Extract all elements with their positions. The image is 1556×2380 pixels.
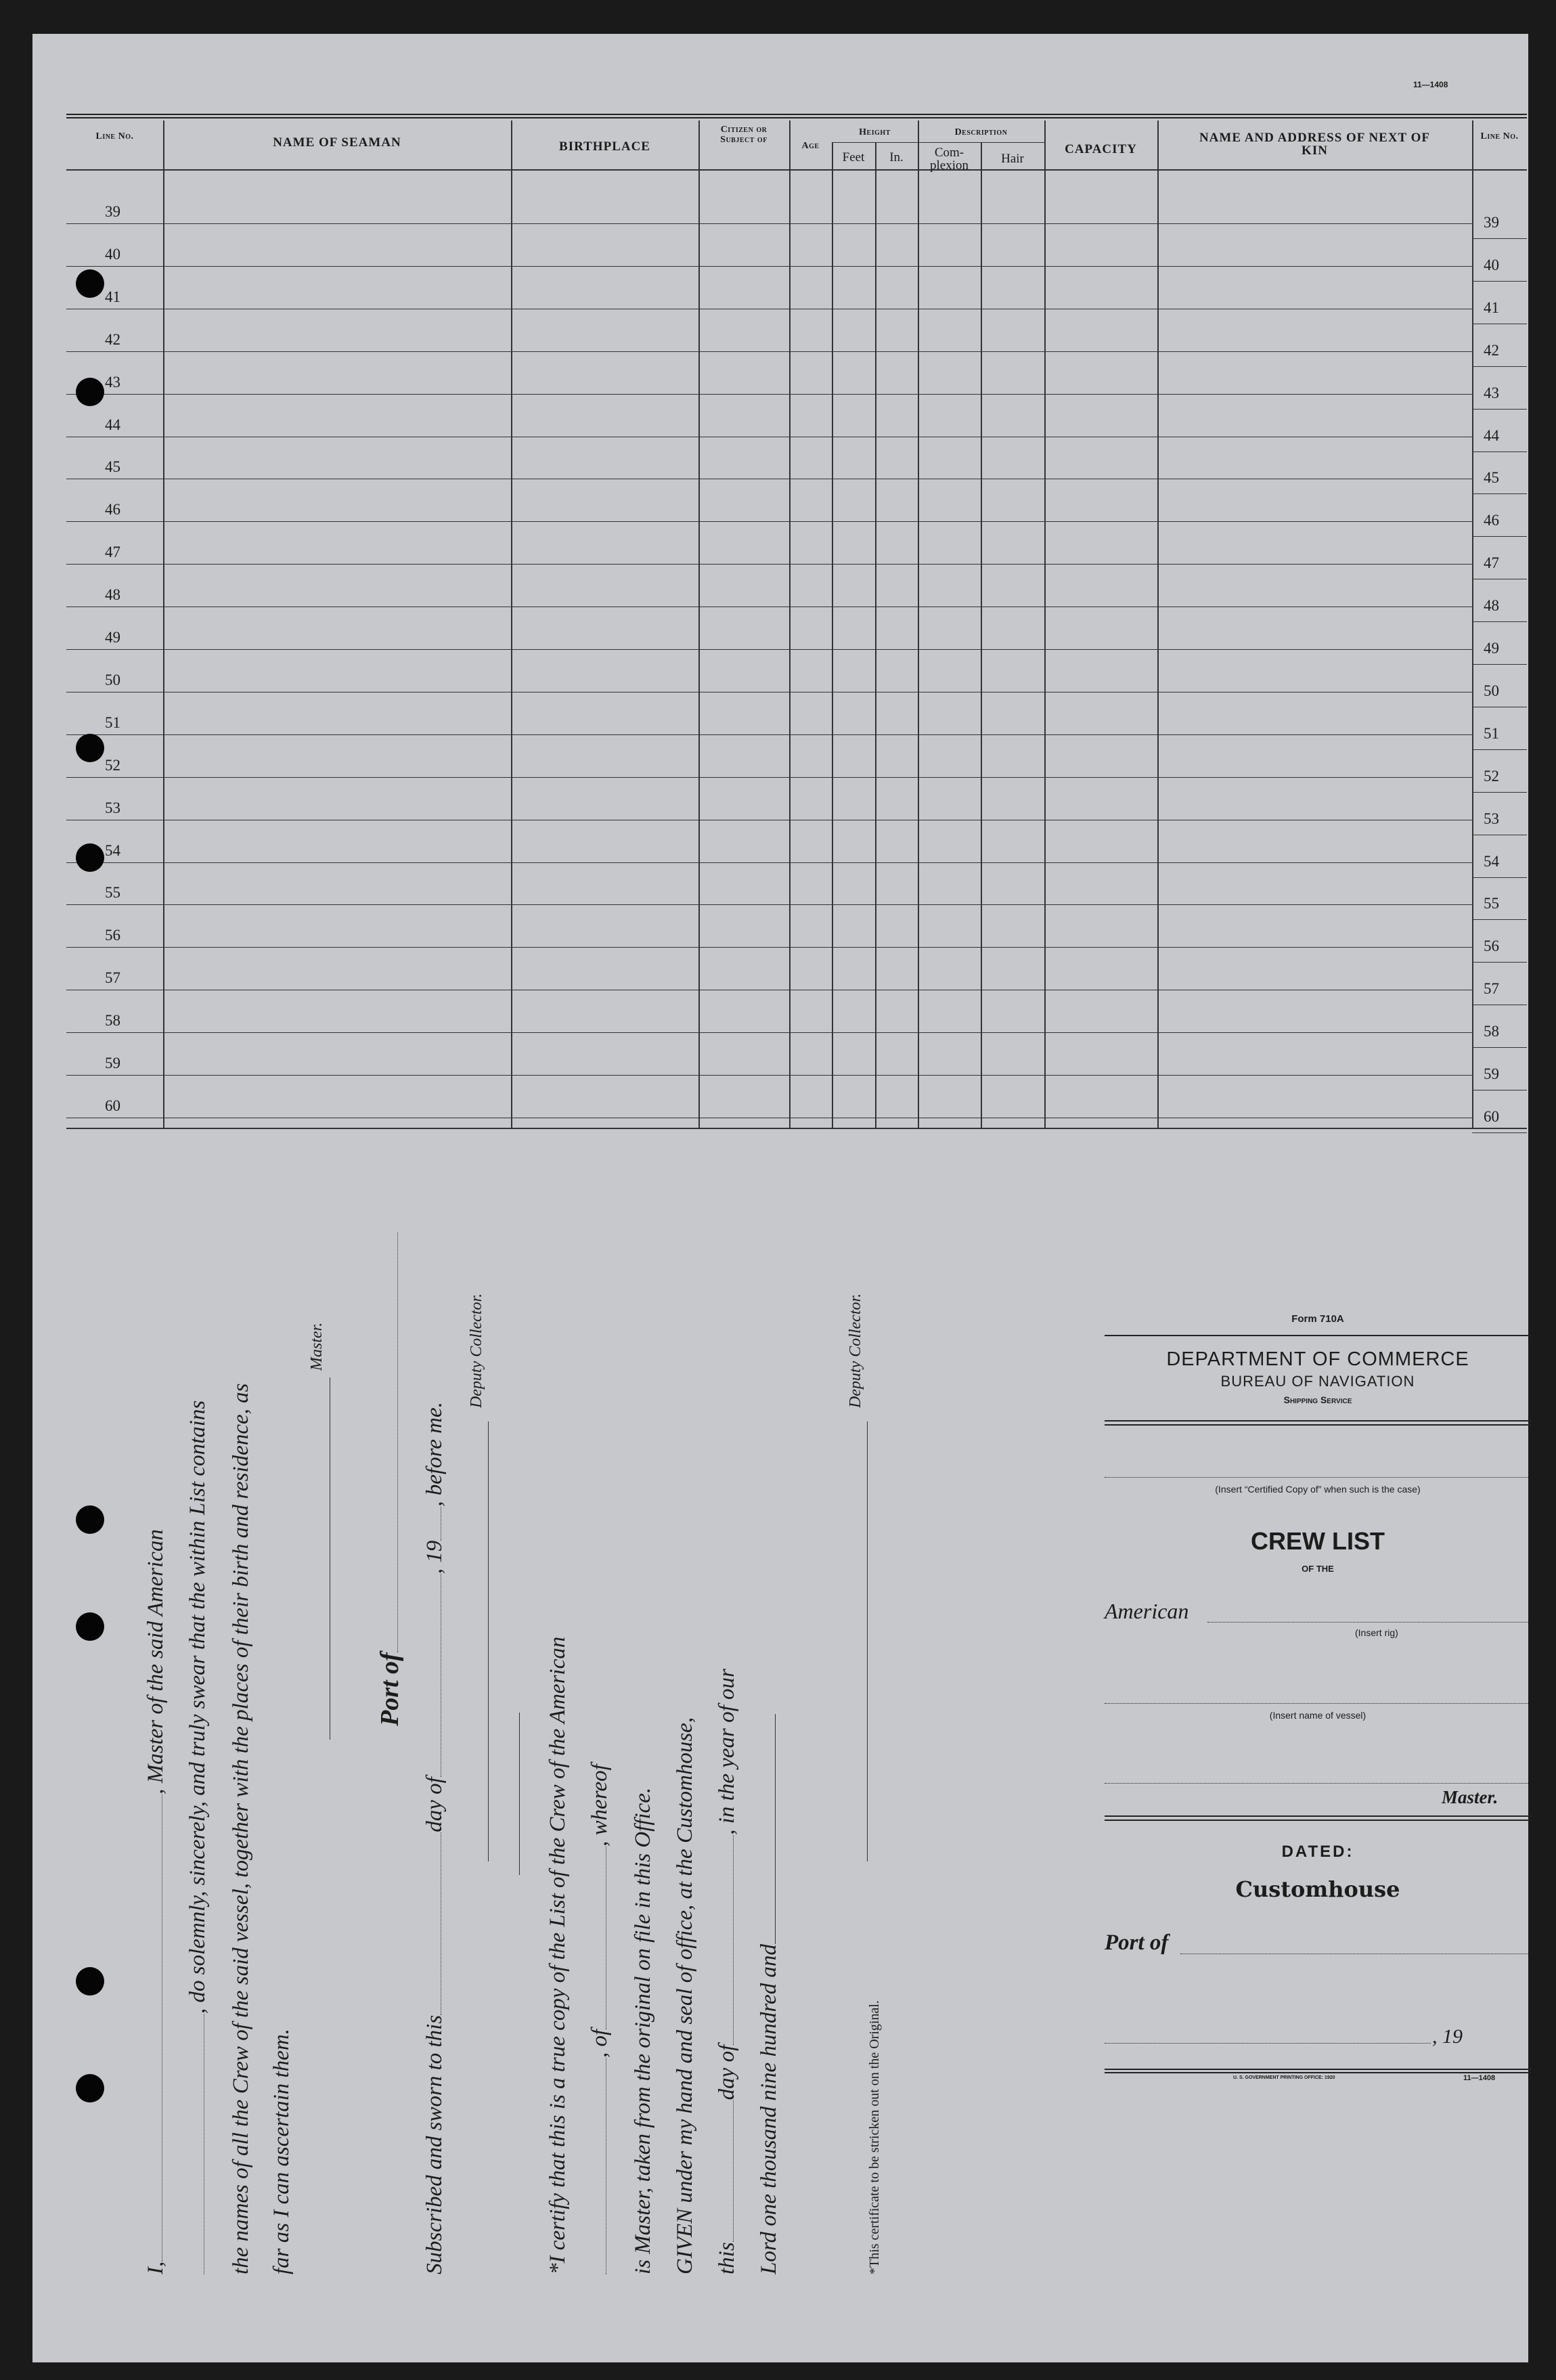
line-number-left: 48	[105, 586, 120, 604]
cover-port-of-label: Port of	[1105, 1931, 1169, 1955]
customhouse-label: Customhouse	[1235, 1876, 1400, 1902]
row-rule-right	[1472, 366, 1527, 367]
row-rule-right	[1472, 1132, 1527, 1133]
crew-list-title: CREW LIST	[1251, 1527, 1385, 1555]
certify-whereof: , whereof	[587, 1764, 612, 1847]
line-number-left: 58	[105, 1012, 120, 1030]
certify-line-3: is Master, taken from the original on file in this Office.	[631, 1787, 655, 2274]
header-next-of-kin: NAME AND ADDRESS OF NEXT OF KIN	[1199, 131, 1431, 158]
row-rule-right	[1472, 919, 1527, 920]
line-number-right: 48	[1484, 597, 1499, 615]
form-sheet	[32, 34, 1528, 2362]
line-number-right: 46	[1484, 512, 1499, 529]
given-day-of: day of	[715, 2044, 739, 2100]
line-number-right: 44	[1484, 426, 1499, 444]
line-number-right: 60	[1484, 1107, 1499, 1125]
row-rule-right	[1472, 792, 1527, 793]
line-number-left: 45	[105, 458, 120, 476]
line-number-right: 43	[1484, 384, 1499, 401]
header-line-no-right: Line No.	[1480, 131, 1519, 141]
line-number-right: 40	[1484, 256, 1499, 273]
line-number-right: 41	[1484, 299, 1499, 316]
header-citizen: Citizen or Subject of	[720, 125, 768, 145]
row-rule-right	[1472, 493, 1527, 494]
subscribed-d: , before me.	[422, 1402, 447, 1507]
line-number-right: 50	[1484, 682, 1499, 699]
certificate-block	[120, 1218, 1068, 2274]
line-number-right: 42	[1484, 341, 1499, 359]
line-number-right: 49	[1484, 640, 1499, 657]
row-rule	[66, 734, 1472, 735]
header-birthplace: BIRTHPLACE	[559, 139, 650, 154]
row-rule-right	[1472, 451, 1527, 452]
line-number-left: 46	[105, 501, 120, 519]
given-line-1: GIVEN under my hand and seal of office, at the Customhouse,	[673, 1717, 697, 2274]
header-feet: Feet	[842, 150, 865, 164]
cover-year-label: , 19	[1432, 2025, 1463, 2048]
line-number-left: 59	[105, 1055, 120, 1072]
row-rule	[66, 266, 1472, 267]
service-title: Shipping Service	[1283, 1394, 1352, 1405]
line-number-right: 56	[1484, 938, 1499, 955]
certify-line-1: *I certify that this is a true copy of the List of the Crew of the American	[546, 1636, 570, 2274]
form-code-bottom: 11—1408	[1463, 2074, 1496, 2082]
of-the-label: OF THE	[1302, 1564, 1334, 1574]
row-rule-right	[1472, 238, 1527, 239]
form-number: Form 710A	[1291, 1313, 1344, 1325]
row-rule	[66, 777, 1472, 778]
row-rule	[66, 904, 1472, 905]
punch-hole	[76, 734, 104, 762]
line-number-left: 54	[105, 841, 120, 859]
row-rule-right	[1472, 1047, 1527, 1048]
header-complexion: Com- plexion	[930, 146, 969, 173]
line-number-right: 59	[1484, 1065, 1499, 1082]
insert-rig-label: (Insert rig)	[1355, 1627, 1398, 1638]
insert-certified-note: (Insert “Certified Copy of” when such is the case)	[1215, 1484, 1421, 1495]
row-rule	[66, 521, 1472, 522]
department-title: DEPARTMENT OF COMMERCE	[1166, 1348, 1469, 1370]
line-number-right: 58	[1484, 1023, 1499, 1040]
dated-label: DATED:	[1281, 1843, 1354, 1861]
line-number-left: 47	[105, 544, 120, 561]
line-number-left: 44	[105, 416, 120, 433]
row-rule-right	[1472, 664, 1527, 665]
line-number-left: 42	[105, 330, 120, 348]
header-capacity: CAPACITY	[1065, 142, 1137, 156]
line-number-left: 60	[105, 1097, 120, 1114]
row-rule	[66, 947, 1472, 948]
oath-i: I,	[143, 2261, 168, 2274]
line-number-left: 56	[105, 927, 120, 944]
line-number-left: 40	[105, 245, 120, 263]
row-rule-right	[1472, 281, 1527, 282]
oath-line-2: , do solemnly, sincerely, and truly swear that the within List contains	[185, 1400, 210, 2014]
row-rule-right	[1472, 749, 1527, 750]
header-name: NAME OF SEAMAN	[273, 135, 401, 150]
punch-hole	[76, 1967, 104, 1996]
header-inches: In.	[889, 150, 904, 164]
punch-hole	[76, 2074, 104, 2102]
row-rule	[66, 862, 1472, 863]
punch-hole	[76, 378, 104, 406]
line-number-right: 57	[1484, 980, 1499, 998]
subscribed-c: , 19	[422, 1540, 447, 1574]
crew-table	[66, 81, 1527, 1178]
line-number-left: 55	[105, 884, 120, 902]
given-this: this	[715, 2242, 739, 2274]
oath-line-1: , Master of the said American	[143, 1529, 168, 1794]
punch-hole	[76, 1505, 104, 1534]
line-number-left: 41	[105, 288, 120, 305]
header-age: Age	[801, 141, 820, 151]
given-line-3: Lord one thousand nine hundred and	[757, 1944, 781, 2274]
line-number-right: 52	[1484, 767, 1499, 785]
punch-hole	[76, 1612, 104, 1641]
row-rule-right	[1472, 409, 1527, 410]
line-number-left: 39	[105, 203, 120, 220]
line-number-left: 43	[105, 373, 120, 391]
certify-of: , of	[587, 2029, 612, 2058]
row-rule	[66, 394, 1472, 395]
line-number-right: 53	[1484, 810, 1499, 827]
row-rule	[66, 564, 1472, 565]
header-hair: Hair	[1001, 152, 1024, 166]
row-rule	[66, 351, 1472, 352]
line-number-left: 57	[105, 969, 120, 987]
port-of-label: Port of	[376, 1652, 404, 1726]
line-number-right: 54	[1484, 852, 1499, 870]
row-rule-right	[1472, 962, 1527, 963]
form-code-top: 11—1408	[1413, 80, 1448, 89]
line-number-left: 52	[105, 756, 120, 774]
given-year-of-our: , in the year of our	[715, 1669, 739, 1835]
header-description: Description	[954, 127, 1008, 137]
oath-line-3: the names of all the Crew of the said vessel, together with the places of their birth and residence, as	[229, 1383, 253, 2274]
line-number-right: 47	[1484, 554, 1499, 572]
row-rule-right	[1472, 877, 1527, 878]
row-rule-right	[1472, 621, 1527, 622]
cover-master-label: Master.	[1442, 1787, 1498, 1807]
line-number-left: 50	[105, 671, 120, 688]
deputy-collector-label-2: Deputy Collector.	[847, 1293, 864, 1408]
cover-panel	[1105, 1306, 1531, 2268]
certificate-footnote: *This certificate to be stricken out on the Original.	[867, 2000, 882, 2274]
american-label: American	[1105, 1599, 1189, 1623]
insert-vessel-label: (Insert name of vessel)	[1269, 1710, 1366, 1721]
line-number-right: 39	[1484, 214, 1499, 231]
row-rule	[66, 1032, 1472, 1033]
row-rule	[66, 649, 1472, 650]
line-number-right: 45	[1484, 469, 1499, 487]
line-number-left: 53	[105, 799, 120, 816]
row-rule	[66, 223, 1472, 224]
line-number-right: 51	[1484, 724, 1499, 742]
oath-line-4: far as I can ascertain them.	[269, 2029, 294, 2274]
line-number-left: 51	[105, 713, 120, 731]
line-number-left: 49	[105, 629, 120, 646]
bureau-title: BUREAU OF NAVIGATION	[1220, 1373, 1415, 1390]
subscribed-a: Subscribed and sworn to this	[422, 2014, 447, 2274]
oath-master-label: Master.	[308, 1322, 326, 1371]
subscribed-b: day of	[422, 1777, 447, 1832]
line-number-right: 55	[1484, 895, 1499, 912]
table-bottom-rule	[66, 1128, 1527, 1129]
deputy-collector-label-1: Deputy Collector.	[468, 1293, 485, 1408]
header-line-no: Line No.	[95, 131, 134, 141]
printer-imprint: U. S. GOVERNMENT PRINTING OFFICE: 1920	[1233, 2075, 1335, 2080]
header-height: Height	[859, 127, 891, 137]
row-rule-right	[1472, 536, 1527, 537]
row-rule	[66, 1075, 1472, 1076]
punch-hole	[76, 843, 104, 872]
punch-hole	[76, 269, 104, 298]
